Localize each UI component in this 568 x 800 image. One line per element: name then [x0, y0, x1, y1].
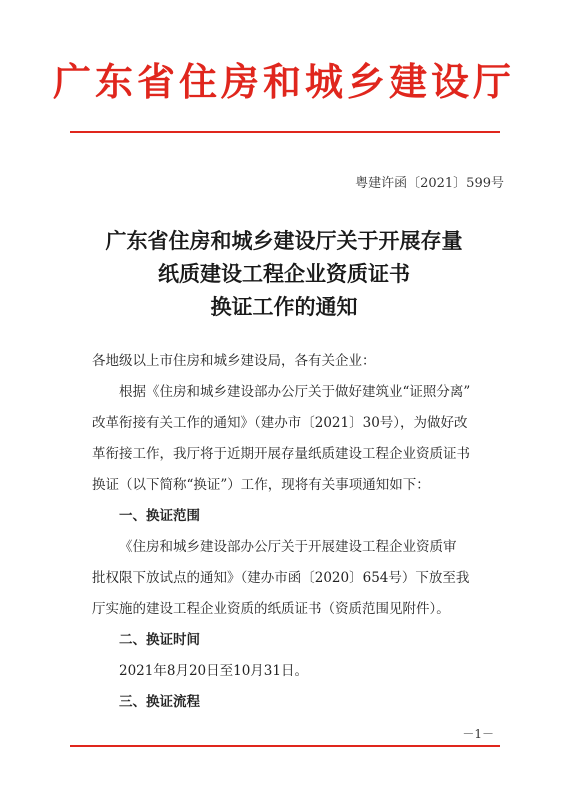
- red-header-rule: [70, 131, 500, 133]
- intro-line: 改革衔接有关工作的通知》（建办市〔2021〕30号），为做好改: [92, 415, 468, 431]
- document-body: [92, 346, 500, 718]
- intro-line: 根据《住房和城乡建设部办公厅关于做好建筑业“证照分离”: [119, 384, 471, 400]
- section-heading-time: 二、换证时间: [119, 632, 200, 648]
- time-text: 2021年8月20日至10月31日。: [119, 663, 308, 679]
- salutation: 各地级以上市住房和城乡建设局，各有关企业：: [92, 353, 376, 369]
- title-line-1: 广东省住房和城乡建设厅关于开展存量: [105, 228, 463, 253]
- section-heading-process: 三、换证流程: [119, 694, 200, 710]
- masthead: 广东省住房和城乡建设厅: [52, 59, 515, 104]
- red-footer-rule: [70, 745, 500, 747]
- scope-line: 批权限下放试点的通知》（建办市函〔2020〕654号）下放至我: [92, 570, 470, 586]
- title-line-2: 纸质建设工程企业资质证书: [158, 261, 410, 286]
- scope-line: 厅实施的建设工程企业资质的纸质证书（资质范围见附件）。: [92, 601, 450, 617]
- page-number: －1－: [462, 727, 494, 741]
- scope-line: 《住房和城乡建设部办公厅关于开展建设工程企业资质审: [119, 539, 457, 555]
- title-line-3: 换证工作的通知: [210, 294, 358, 319]
- section-heading-scope: 一、换证范围: [119, 508, 200, 524]
- intro-line: 革衔接工作，我厅将于近期开展存量纸质建设工程企业资质证书: [92, 446, 470, 462]
- document-title: [0, 224, 568, 323]
- document-number: 粤建许函〔2021〕599号: [355, 176, 504, 191]
- intro-line: 换证（以下简称“换证”）工作，现将有关事项通知如下：: [92, 477, 430, 493]
